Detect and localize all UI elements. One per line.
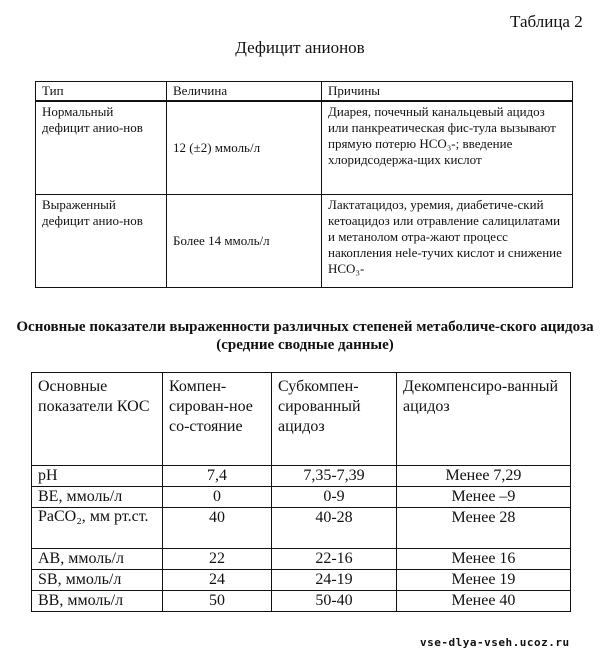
indicator-cell: PaCO₂, мм рт.ст.	[32, 508, 163, 549]
table-row	[32, 549, 571, 570]
table-number: Таблица 2	[510, 12, 583, 31]
causes-cell: Диарея, почечный канальцевый ацидоз или панкреатическая фис-тула вызывают прямую потерю HCO₃-; введение хлоридсодержа-щих кислот	[322, 101, 573, 195]
type-text: Нормальный дефицит анио-нов	[42, 104, 143, 135]
table-row	[36, 195, 573, 288]
column-header-subcompensated: Субкомпен-сированный ацидоз	[272, 373, 397, 466]
compensated-cell: 50	[163, 591, 272, 612]
subcompensated-cell: 22-16	[272, 549, 397, 570]
decompensated-cell: Менее 7,29	[397, 466, 571, 487]
type-cell	[36, 101, 167, 195]
compensated-cell: 7,4	[163, 466, 272, 487]
table-header-row	[36, 82, 573, 102]
column-header-indicator: Основные показатели КОС	[32, 373, 163, 466]
value-cell: 12 (±2) ммоль/л	[167, 101, 322, 195]
column-header-compensated: Компен-сирован-ное со-стояние	[163, 373, 272, 466]
subcompensated-cell: 0-9	[272, 487, 397, 508]
table-header-row	[32, 373, 571, 466]
table-row	[32, 508, 571, 549]
indicator-cell: BE, ммоль/л	[32, 487, 163, 508]
decompensated-cell: Менее 19	[397, 570, 571, 591]
type-cell	[36, 195, 167, 288]
column-header-value: Величина	[167, 82, 322, 102]
indicator-cell: SB, ммоль/л	[32, 570, 163, 591]
site-watermark: vse-dlya-vseh.ucoz.ru	[420, 636, 570, 649]
metabolic-acidosis-table	[31, 372, 571, 612]
table-row	[32, 487, 571, 508]
anion-gap-table	[35, 81, 573, 288]
column-header-type: Тип	[36, 82, 167, 102]
compensated-cell: 0	[163, 487, 272, 508]
decompensated-cell: Менее 28	[397, 508, 571, 549]
table-row	[32, 570, 571, 591]
subcompensated-cell: 24-19	[272, 570, 397, 591]
compensated-cell: 24	[163, 570, 272, 591]
value-cell: Более 14 ммоль/л	[167, 195, 322, 288]
table-row	[36, 101, 573, 195]
compensated-cell: 40	[163, 508, 272, 549]
table-row	[32, 466, 571, 487]
decompensated-cell: Менее –9	[397, 487, 571, 508]
subcompensated-cell: 7,35-7,39	[272, 466, 397, 487]
compensated-cell: 22	[163, 549, 272, 570]
causes-cell: Лактатацидоз, уремия, диабетиче-ский кетоацидоз или отравление салицилатами и метанолом отра-жают процесс накопления нele-тучих кислот и снижение HCO₃-	[322, 195, 573, 288]
column-header-causes: Причины	[322, 82, 573, 102]
subcompensated-cell: 40-28	[272, 508, 397, 549]
decompensated-cell: Менее 16	[397, 549, 571, 570]
subcompensated-cell: 50-40	[272, 591, 397, 612]
table1-title: Дефицит анионов	[235, 38, 365, 57]
decompensated-cell: Менее 40	[397, 591, 571, 612]
column-header-decompensated: Декомпенсиро-ванный ацидоз	[397, 373, 571, 466]
type-text: Выраженный дефицит анио-нов	[42, 197, 143, 228]
table2-title: Основные показатели выраженности различных степеней метаболиче-ского ацидоза (средние сводные данные)	[16, 319, 594, 353]
indicator-cell: BB, ммоль/л	[32, 591, 163, 612]
table-row	[32, 591, 571, 612]
indicator-cell: pH	[32, 466, 163, 487]
indicator-cell: AB, ммоль/л	[32, 549, 163, 570]
